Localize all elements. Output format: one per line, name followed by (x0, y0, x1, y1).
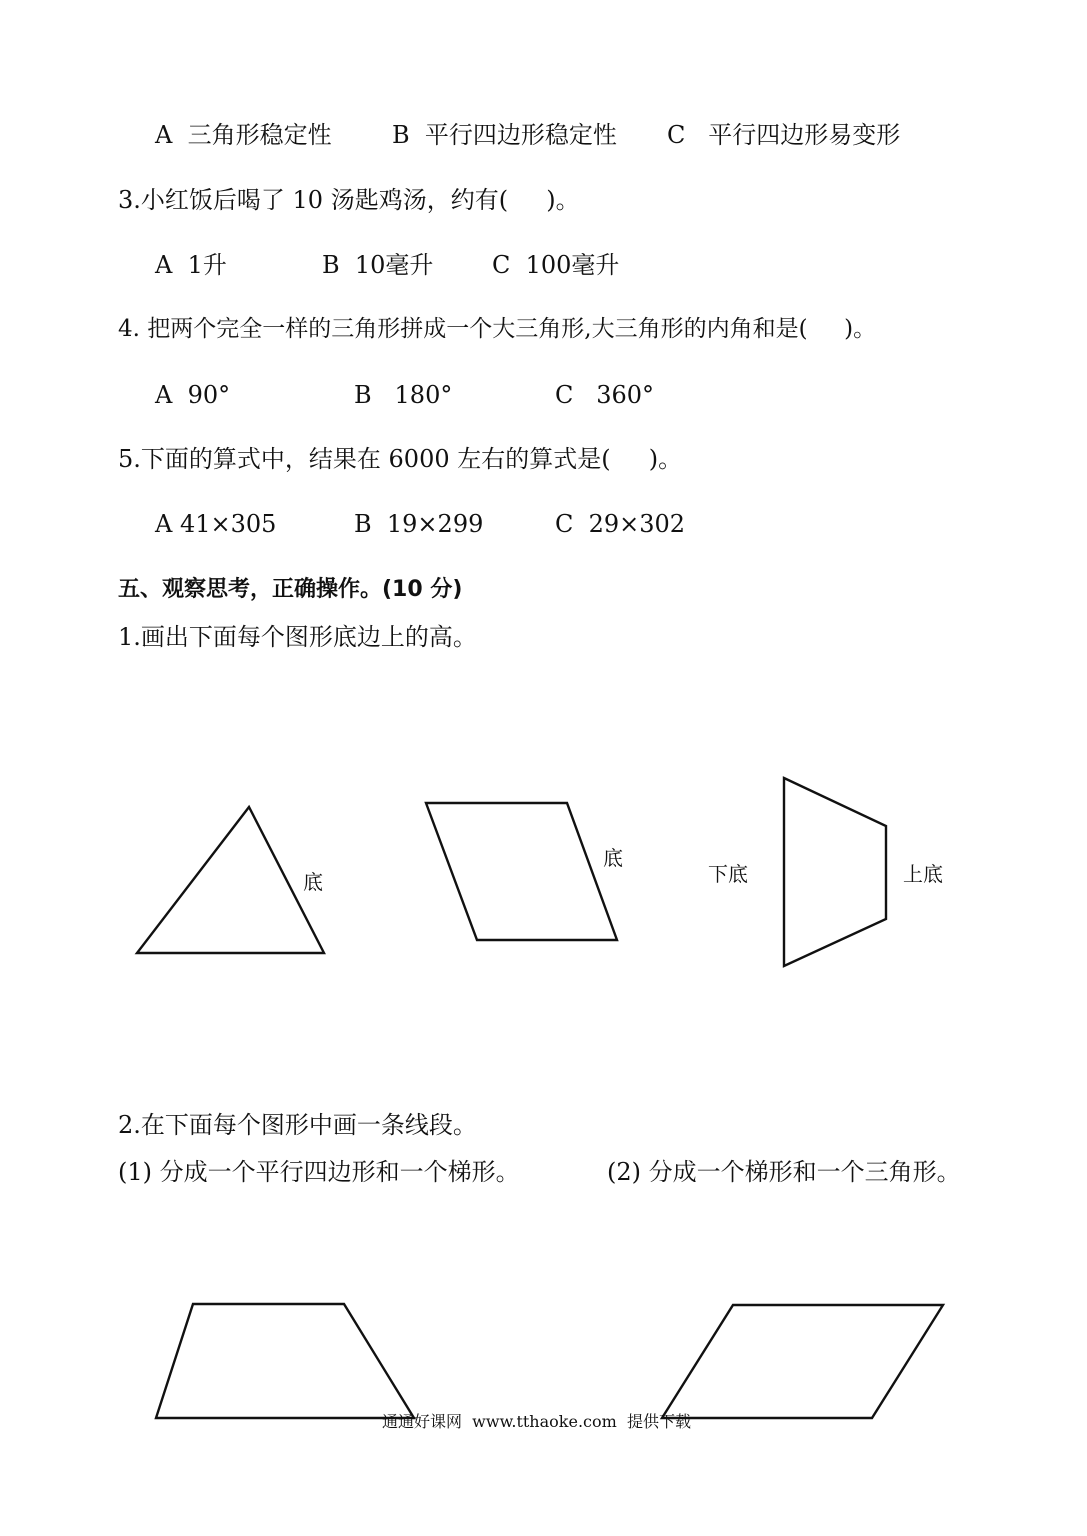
question-2-part-1: (1) 分成一个平行四边形和一个梯形。 (118, 1158, 520, 1186)
q2-option-b: B 平行四边形稳定性 (392, 121, 617, 149)
section-5-question-2: 2.在下面每个图形中画一条线段。 (118, 1111, 477, 1139)
q3-option-b: B 10毫升 (322, 251, 434, 279)
footer-text: 通通好课网 www.tthaoke.com 提供下载 (382, 1412, 691, 1431)
q4-option-a: A 90° (155, 381, 231, 409)
q5-option-a: A 41×305 (155, 510, 277, 538)
trapezoid-upper-base-label: 上底 (903, 862, 943, 886)
section-5-question-1: 1.画出下面每个图形底边上的高。 (118, 623, 477, 651)
section-5-heading: 五、观察思考，正确操作。(10 分) (118, 577, 463, 602)
triangle-figure (137, 807, 324, 953)
question-5: 5.下面的算式中，结果在 6000 左右的算式是( )。 (118, 445, 683, 473)
question-3: 3.小红饭后喝了 10 汤匙鸡汤，约有( )。 (118, 186, 580, 214)
q4-option-c: C 360° (555, 381, 655, 409)
q4-option-b: B 180° (354, 381, 453, 409)
parallelogram-figure (426, 803, 617, 940)
trapezoid-figure-2 (156, 1304, 414, 1418)
trapezoid-figure (784, 778, 886, 966)
parallelogram-figure-2 (662, 1305, 943, 1418)
q5-option-c: C 29×302 (555, 510, 686, 538)
q2-option-c: C 平行四边形易变形 (667, 121, 901, 149)
q3-option-a: A 1升 (155, 251, 227, 279)
q3-option-c: C 100毫升 (492, 251, 620, 279)
triangle-base-label: 底 (303, 870, 323, 894)
q2-option-a: A 三角形稳定性 (155, 121, 332, 149)
trapezoid-lower-base-label: 下底 (708, 862, 748, 886)
question-2-part-2: (2) 分成一个梯形和一个三角形。 (607, 1158, 961, 1186)
parallelogram-base-label: 底 (603, 846, 623, 870)
question-4: 4. 把两个完全一样的三角形拼成一个大三角形,大三角形的内角和是( )。 (118, 316, 877, 342)
q5-option-b: B 19×299 (354, 510, 484, 538)
